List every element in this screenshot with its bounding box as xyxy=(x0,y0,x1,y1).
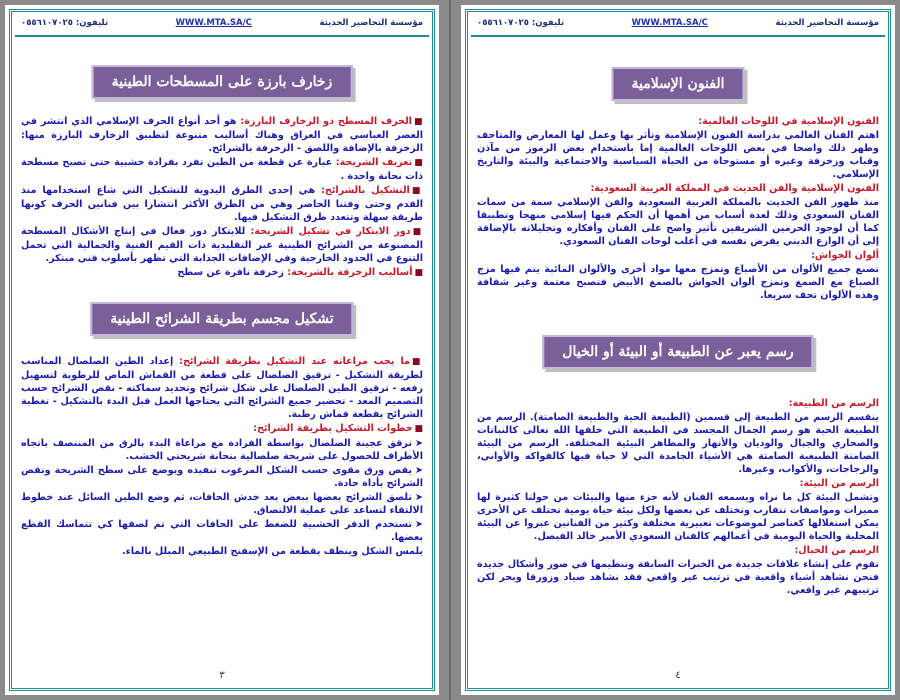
section-body xyxy=(477,397,879,598)
list-item: ➤تلصق الشرائح بعضها ببعض بعد خدش الحافات، ثم وضع الطين السائل عند خطوط الالتقاء لتساعد على عملية الالتصاق. xyxy=(21,492,423,516)
term-text: للابتكار دور فعال في إنتاج الأشكال المسطحة المصنوعة من الشرائح الطينية غير التقليدية ذات القيم الفنية والجمالية التي تحمل التنوع في الحدود الخارجية وفي الإضافات الجذابة التي تظهر بأسلوب فني مبتكر. xyxy=(21,226,423,264)
arrow-bullet-icon: ➤ xyxy=(414,465,423,476)
square-bullet-icon: ■ xyxy=(414,268,423,278)
term-heading: أساليب الزخرفة بالشريحة: xyxy=(287,267,413,278)
paragraph xyxy=(21,156,423,183)
header-phone: تليفون: ٠٥٥٦١٠٧٠٢٥ xyxy=(21,18,109,28)
section-body xyxy=(21,115,423,281)
paragraph: تقوم على إنشاء علاقات جديدة من الخبرات السابقة وتنظيمها في صور وأشكال جديدة فنحن نشاهد أشياء واقعية في ترتيب غير واقعي فقد نشاهد صياد وزورقا وبحر لكن ترتيبهم غير واقعي. xyxy=(477,559,879,596)
section-title-banner: رسم يعبر عن الطبيعة أو البيئة أو الخيال xyxy=(542,335,813,369)
term-text: زخرفة نافرة عن سطح xyxy=(177,267,288,278)
section-heading: الفنون الإسلامية في اللوحات العالمية: xyxy=(698,116,879,127)
arrow-bullet-icon: ➤ xyxy=(414,519,423,530)
paragraph xyxy=(21,422,423,436)
paragraph xyxy=(21,266,423,280)
section-heading: الرسم من الطبيعة: xyxy=(788,398,879,409)
section-heading: ألوان الجواش: xyxy=(811,250,879,261)
term-text: عبارة عن قطعة من الطين تفرد بفرادة خشبية حتى تصبح مسطحة ذات نحانة واحدة . xyxy=(21,157,423,182)
header-org: مؤسسة التحاضير الحديثة xyxy=(319,18,423,28)
page-header xyxy=(15,11,429,37)
paragraph: وتشمل البيئة كل ما نراه ويسمعه الفنان لأنه جزء منها والبيئات من حولنا كثيرة لها مميزات ومواصفات تتقارب وتختلف عن بعضها ولكل بيئة حياة يومية تختلف عن الأخرى يمكن استغلالها كعناصر لموضوعات تعبيرية مختلفة وكثير من الفنانين عبروا عن البيئة المحلية والحياة اليومية في أعمالهم كالفنان السعودي الأمير خالد الفيصل. xyxy=(477,492,879,542)
paragraph xyxy=(21,225,423,265)
paragraph: تصنع جميع الألوان من الأصباغ وتمزج معها مواد أخرى والألوان المائية يتم فيها مزج الصباغ مع الصمغ وتمزج ألوان الجواش بالصمغ الأبيض فتصبح معتمة وغير شفافة وهذه الألوان تجف سريعا. xyxy=(477,264,879,301)
square-bullet-icon: ■ xyxy=(413,117,423,127)
list-item: ➤يقص ورق مقوى حسب الشكل المرغوب تنفيذه ويوضع على سطح الشريحة ونقص الشرائح بأداة حادة. xyxy=(21,465,423,489)
paragraph xyxy=(21,184,423,224)
section-title-banner: الفنون الإسلامية xyxy=(611,67,744,101)
paragraph: منذ ظهور الفن الحديث بالمملكة العربية السعودية والفن الإسلامي سمة من سمات الفنان السعودي وذلك لعدة أسباب من أهمها أن الحكم فيها إسلامي منهجا وتطبيقا كما أن لوجود الحرمين الشريفين تأثير واضح على الفنان وأفكاره وتجليلاته بالإضافة إلى أن الوازع الديني يفرض نفسه في أغلب لوحات الفنان السعودي. xyxy=(477,197,879,247)
term-heading: الحرف المسطح ذو الزخارف البارزة: xyxy=(240,116,412,127)
header-phone: تليفون: ٠٥٥٦١٠٧٠٢٥ xyxy=(477,18,565,28)
paragraph xyxy=(21,355,423,421)
header-org: مؤسسة التحاضير الحديثة xyxy=(775,18,879,28)
term-heading: دور الابتكار في تشكيل الشريحة: xyxy=(250,226,411,237)
final-line: يلمس الشكل وينظف بقطعة من الإسفنج الطبيعي المبلل بالماء. xyxy=(122,546,423,557)
page-frame xyxy=(9,9,435,691)
section-heading: الرسم من البيئة: xyxy=(799,478,879,489)
square-bullet-icon: ■ xyxy=(414,158,423,168)
paragraph xyxy=(21,115,423,155)
left-page xyxy=(5,5,439,695)
section-heading: الفنون الإسلامية والفن الحديث في المملكة العربية السعودية: xyxy=(590,183,879,194)
list-item: ➤ترقق عجينة الصلصال بواسطة الفرادة مع مراعاة البدء بالرق من المنتصف باتجاه الأطراف للحصول على شريحة صلصالية بنحانة شريحتي الخشب. xyxy=(21,438,423,462)
square-bullet-icon: ■ xyxy=(411,357,423,367)
header-url[interactable]: WWW.MTA.SA/C xyxy=(175,18,252,28)
section-heading: الرسم من الخيال: xyxy=(794,545,879,556)
arrow-bullet-icon: ➤ xyxy=(414,492,423,503)
term-text: إعداد الطين الصلصال المناسب لطريقة التشكيل - ترقيق الصلصال على قطعة من القماش الماص للرطوبة لتسهيل رفعه - ترقيق الطين الصلصال على شكل شرائح وتحديد سماكته - نقص الشرائح حسب التصميم المعد - تحضير جميع الشرائح التي يحتاجها العمل قبل البدء بالتشكيل - تغطية الشرائح بقطعة قماش رطبة. xyxy=(21,356,423,420)
section-title-banner: تشكيل مجسم بطريقة الشرائح الطينية xyxy=(90,302,353,336)
list-item: ➤تستخدم الدقر الخشبية للضغط على الحافات التي تم لصقها كي تتماسك القطع بعضها. xyxy=(21,519,423,543)
term-heading: التشكيل بالشرائح: xyxy=(321,185,410,196)
arrow-bullet-icon: ➤ xyxy=(414,438,423,449)
section-body xyxy=(21,355,423,559)
square-bullet-icon: ■ xyxy=(411,186,423,196)
section-title-banner: زخارف بارزة على المسطحات الطينية xyxy=(92,65,353,99)
term-text: هي إحدى الطرق اليدوية للتشكيل التي شاع استخدامها منذ القدم وحتى وقتنا الحاضر وهي من الطرق الأكثر انتشارا بين فنانين الحرف كونها طريقة سهلة وتتعدد طرق التشكيل فيها. xyxy=(21,185,423,223)
page-divider xyxy=(449,0,451,700)
page-number: ٣ xyxy=(219,670,225,681)
paragraph: اهتم الفنان العالمي بدراسة الفنون الإسلامية وتأثر بها وعمل لها المعارض والمتاحف وظهر ذلك واضحا في بعض اللوحات العالمية إما باستخدام بعض الرموز من مآذن وقباب وزخرفة وغيره أو مستوحاة من الحياة السياسية والاجتماعية والبيئة والتاريخ الإسلامي. xyxy=(477,130,879,180)
paragraph: ينقسم الرسم من الطبيعة إلى قسمين (الطبيعة الحية والطبيعة الصامتة). الرسم من الطبيعة الحية هو رسم الجمال المجسد في الطبيعة التي خلقها الله تعالى كالنباتات والصحاري والجبال والوديان والأنهار والمظاهر البيئية المختلفة. الرسم من البيئة الصامتة الطبيعية الصامتة هي الأشياء الجامدة التي لا حياة فيها كالفواكه والأواني، والزجاجات، والأكواب، وغيرها. xyxy=(477,412,879,475)
term-heading: ما يجب مراعاته عند التشكيل بطريقة الشرائح: xyxy=(179,356,410,367)
term-heading: تعريف الشريحة: xyxy=(335,157,413,168)
page-header xyxy=(471,11,885,37)
square-bullet-icon: ■ xyxy=(412,227,423,237)
term-text: هو أحد أنواع الحرف الإسلامي الذي انتشر في العصر العباسي في العراق وهناك أساليب متنوعة لتطبيق الزخارف البارزة منها: الزخرفة بالإضافة واللصق - الزخرفة بالشرائح. xyxy=(21,116,423,154)
page-number: ٤ xyxy=(675,670,681,681)
right-page xyxy=(461,5,895,695)
header-url[interactable]: WWW.MTA.SA/C xyxy=(631,18,708,28)
square-bullet-icon: ■ xyxy=(414,424,423,434)
steps-heading: خطوات التشكيل بطريقة الشرائح: xyxy=(253,423,413,434)
section-body xyxy=(477,115,879,303)
